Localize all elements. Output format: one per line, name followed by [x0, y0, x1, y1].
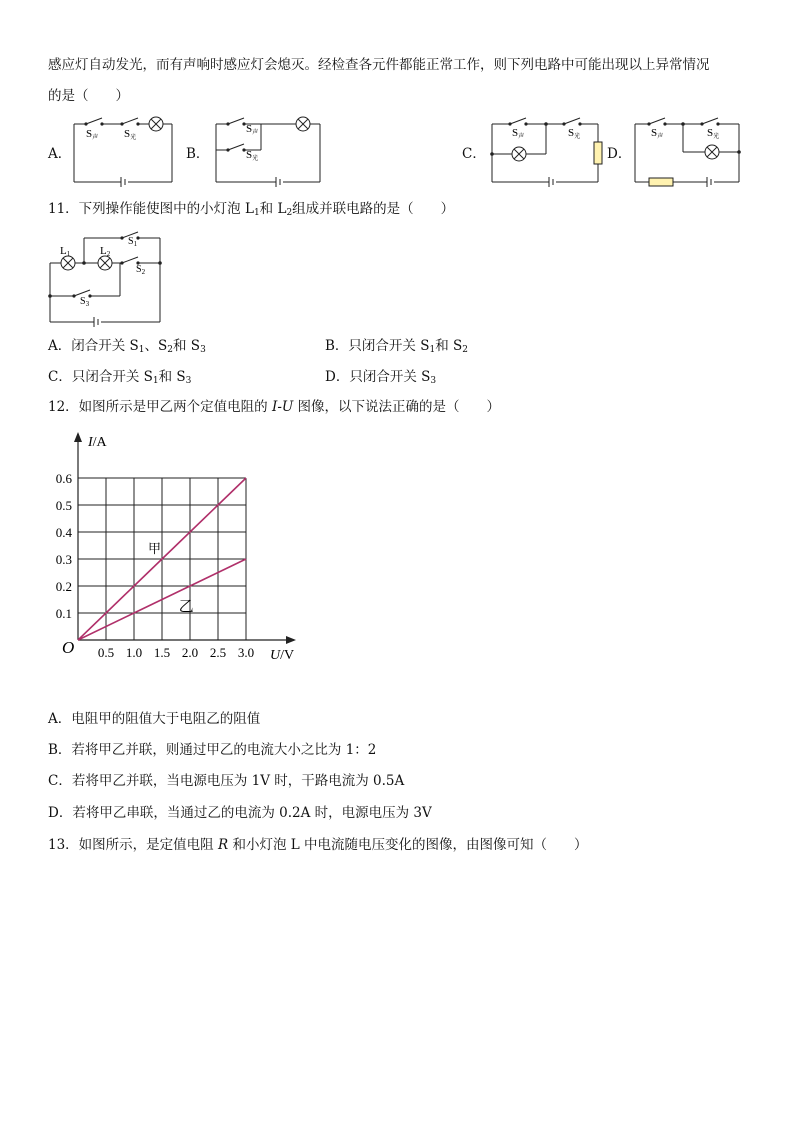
q10-option-a-label: A．	[48, 146, 72, 162]
q10-a-light-switch-label: S光	[124, 128, 137, 141]
q10-stem-line1: 感应灯自动发光，而有声响时感应灯会熄灭。经检查各元件都能正常工作，则下列电路中可能出现以上异常情况	[48, 57, 710, 73]
q11-lamp-l2-label: L2	[100, 245, 111, 258]
y-axis-arrow	[74, 432, 82, 442]
q10-circuit-a	[66, 110, 178, 188]
q10-b-sound-switch-label: S声	[246, 123, 259, 136]
q13-stem: 13．如图所示，是定值电阻 R 和小灯泡 L 中电流随电压变化的图像，由图像可知（ ）	[48, 837, 588, 853]
q11-stem: 11．下列操作能使图中的小灯泡 $L_1$和 $L_2$组成并联电路的是（ ）	[48, 201, 455, 218]
x-tick-label: 1.5	[153, 645, 171, 660]
x-tick-label: 1.0	[125, 645, 143, 660]
q10-option-b-label: B．	[186, 146, 210, 162]
q11-option-c: C．只闭合开关 $S_1$和 $S_3$	[48, 369, 192, 386]
q12-option-c: C．若将甲乙并联，当电源电压为 1V 时，干路电流为 0.5A	[48, 773, 405, 789]
q12-option-a: A．电阻甲的阻值大于电阻乙的阻值	[48, 711, 261, 727]
q10-circuit-c	[484, 110, 606, 188]
q10-b-light-switch-label: S光	[246, 149, 259, 162]
q11-lamp-l1-label: L1	[60, 245, 71, 258]
series-label-yi: 乙	[178, 599, 194, 615]
y-tick-label: 0.6	[55, 471, 72, 486]
series-label-jia: 甲	[148, 541, 162, 556]
q12-stem: 12．如图所示是甲乙两个定值电阻的 I-U 图像，以下说法正确的是（ ）	[48, 399, 501, 415]
q11-switch-s3-label: $S_3$	[80, 296, 90, 308]
x-tick-label: 2.0	[181, 645, 199, 660]
q11-option-b: B．只闭合开关 $S_1$和 $S_2$	[325, 338, 468, 355]
y-tick-label: 0.5	[55, 498, 72, 513]
q10-d-light-switch-label: S光	[707, 127, 720, 140]
y-tick-label: 0.4	[55, 525, 72, 540]
origin-label: O	[62, 638, 75, 657]
x-tick-label: 3.0	[237, 645, 255, 660]
q10-option-d-label: D．	[607, 146, 632, 162]
x-tick-label: 2.5	[209, 645, 227, 660]
q10-circuit-b	[208, 110, 326, 188]
q10-a-sound-switch-label: S声	[86, 128, 99, 141]
q11-option-d: D．只闭合开关 $S_3$	[325, 369, 437, 386]
q10-d-sound-switch-label: S声	[651, 127, 664, 140]
y-tick-label: 0.2	[55, 579, 72, 594]
y-tick-label: 0.3	[55, 552, 72, 567]
q10-c-light-switch-label: S光	[568, 127, 581, 140]
q11-option-a: A．闭合开关 $S_1$、$S_2$和 $S_3$	[48, 338, 206, 355]
chart-labels	[56, 435, 294, 663]
q10-option-c-label: C．	[462, 146, 486, 162]
q10-stem-line2: 的是（ ）	[48, 88, 129, 104]
q10-c-sound-switch-label: S声	[512, 127, 525, 140]
q12-iu-chart	[44, 424, 314, 674]
x-axis-label: U/V	[270, 648, 295, 663]
q11-switch-s2-label: $S_2$	[136, 264, 146, 276]
q11-circuit	[44, 228, 174, 328]
q11-switch-s1-label: $S_1$	[128, 236, 138, 248]
q12-option-b: B．若将甲乙并联，则通过甲乙的电流大小之比为 1：2	[48, 742, 377, 758]
y-axis-label: I/A	[88, 435, 107, 450]
y-tick-label: 0.1	[55, 606, 72, 621]
x-tick-label: 0.5	[97, 645, 115, 660]
q12-option-d: D．若将甲乙串联，当通过乙的电流为 0.2A 时，电源电压为 3V	[48, 805, 432, 821]
x-axis-arrow	[286, 636, 296, 644]
q10-circuit-d	[627, 110, 747, 188]
